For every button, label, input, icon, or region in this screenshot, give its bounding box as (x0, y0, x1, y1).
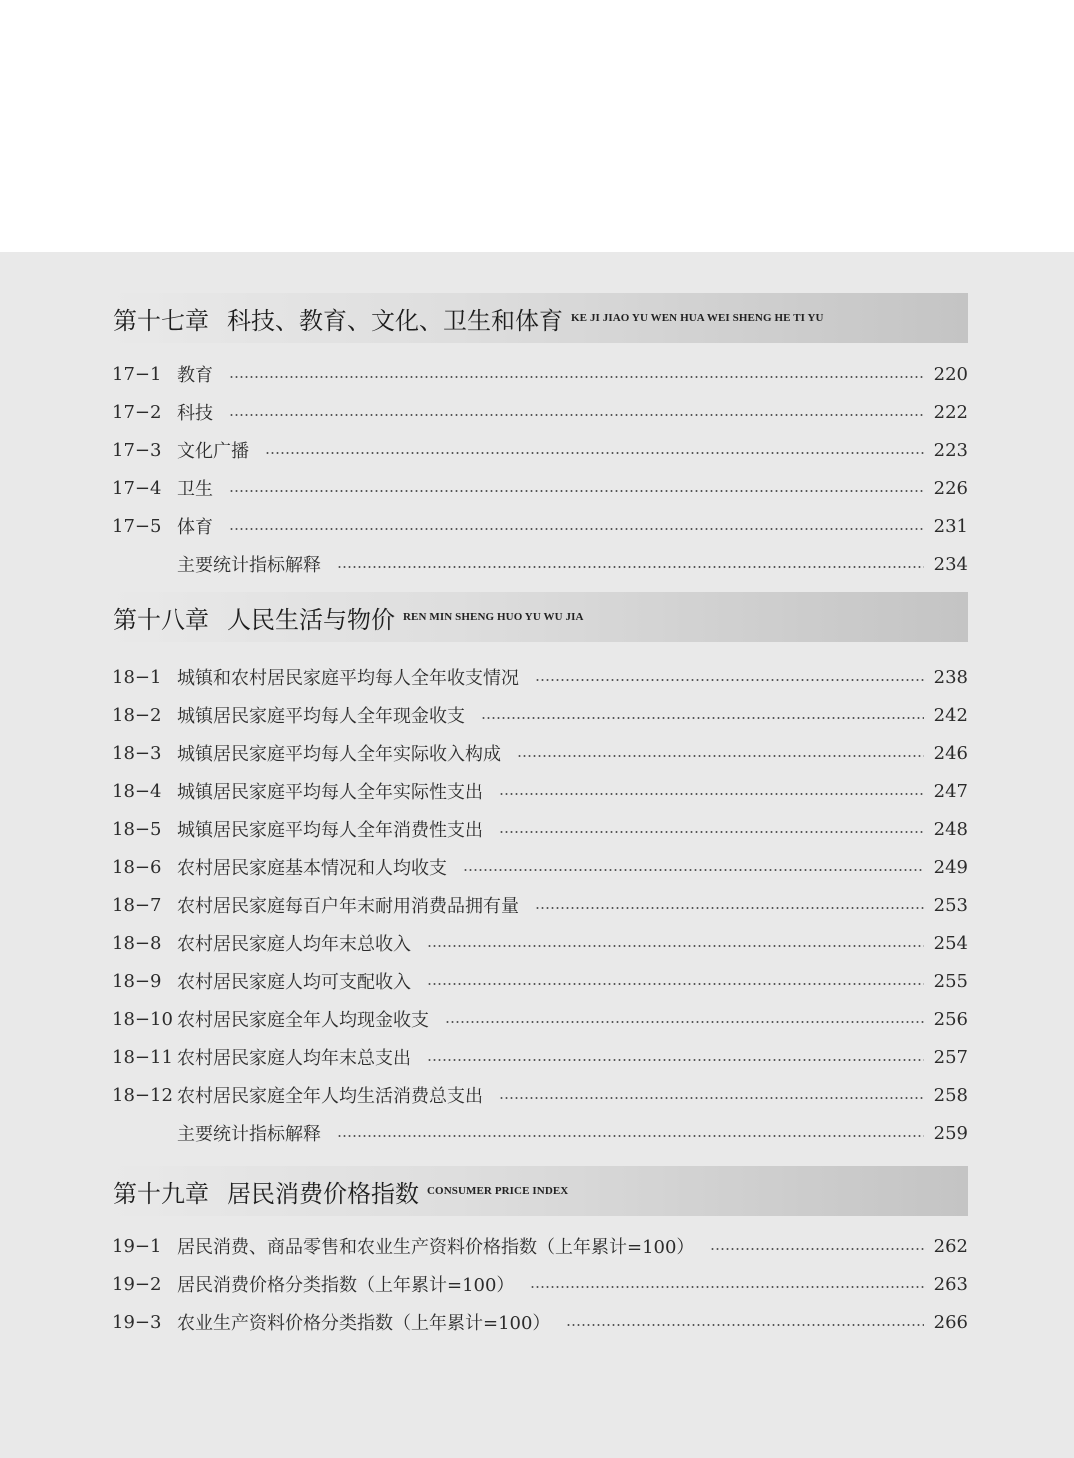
entry-code: 17−3 (112, 439, 162, 461)
toc-entry[interactable] (112, 549, 968, 579)
entry-page: 234 (933, 553, 968, 575)
dot-leader (499, 793, 924, 795)
entry-page: 226 (933, 477, 968, 499)
entry-code: 17−5 (112, 515, 162, 537)
entry-page: 259 (933, 1122, 968, 1144)
entry-page: 220 (933, 363, 968, 385)
entry-code: 18−9 (112, 970, 162, 992)
chapter-number: 第十八章 (113, 605, 209, 634)
dot-leader (337, 566, 924, 568)
dot-leader (337, 1135, 924, 1137)
entry-title: 农村居民家庭人均年末总支出 (177, 1048, 411, 1069)
toc-entry[interactable] (112, 1231, 968, 1261)
entry-title: 农村居民家庭基本情况和人均收支 (177, 858, 447, 879)
entry-title: 文化广播 (177, 441, 249, 462)
entry-code: 17−2 (112, 401, 162, 423)
entry-page: 247 (933, 780, 968, 802)
toc-entry[interactable] (112, 966, 968, 996)
entry-page: 263 (933, 1273, 968, 1295)
toc-entry[interactable] (112, 473, 968, 503)
toc-entry[interactable] (112, 435, 968, 465)
entry-code: 19−2 (112, 1273, 162, 1295)
toc-entry[interactable] (112, 1269, 968, 1299)
dot-leader (481, 717, 924, 719)
toc-entry[interactable] (112, 1118, 968, 1148)
dot-leader (229, 414, 924, 416)
entry-title: 农业生产资料价格分类指数（上年累计=100） (177, 1313, 551, 1334)
dot-leader (427, 945, 924, 947)
toc-entry[interactable] (112, 814, 968, 844)
dot-leader (499, 1097, 924, 1099)
chapter-header-19[interactable] (110, 1166, 968, 1216)
dot-leader (535, 679, 924, 681)
entry-title: 城镇居民家庭平均每人全年实际收入构成 (177, 744, 501, 765)
entry-title: 城镇居民家庭平均每人全年现金收支 (177, 706, 465, 727)
toc-entry[interactable] (112, 1080, 968, 1110)
chapter-title-pinyin: CONSUMER PRICE INDEX (427, 1185, 569, 1197)
entry-code: 18−5 (112, 818, 162, 840)
dot-leader (566, 1324, 924, 1326)
toc-entry[interactable] (112, 738, 968, 768)
chapter-header-18[interactable] (110, 592, 968, 642)
entry-title: 农村居民家庭全年人均现金收支 (177, 1010, 429, 1031)
entry-title: 体育 (177, 517, 213, 538)
entry-page: 223 (933, 439, 968, 461)
entry-page: 262 (933, 1235, 968, 1257)
entry-title: 主要统计指标解释 (177, 555, 321, 576)
toc-entry[interactable] (112, 852, 968, 882)
toc-entry[interactable] (112, 700, 968, 730)
entry-code: 18−2 (112, 704, 162, 726)
entry-page: 231 (933, 515, 968, 537)
entry-title: 农村居民家庭人均年末总收入 (177, 934, 411, 955)
entry-page: 246 (933, 742, 968, 764)
dot-leader (463, 869, 924, 871)
chapter-title-pinyin: KE JI JIAO YU WEN HUA WEI SHENG HE TI YU (571, 312, 824, 324)
chapter-title: 人民生活与物价 (227, 605, 395, 634)
entry-code: 18−10 (112, 1008, 173, 1030)
entry-title: 城镇居民家庭平均每人全年实际性支出 (177, 782, 483, 803)
toc-entry[interactable] (112, 890, 968, 920)
entry-page: 266 (933, 1311, 968, 1333)
entry-page: 256 (933, 1008, 968, 1030)
dot-leader (445, 1021, 924, 1023)
toc-entry[interactable] (112, 928, 968, 958)
dot-leader (530, 1286, 924, 1288)
entry-code: 19−3 (112, 1311, 162, 1333)
entry-code: 18−4 (112, 780, 162, 802)
entry-page: 242 (933, 704, 968, 726)
entry-title: 城镇和农村居民家庭平均每人全年收支情况 (177, 668, 519, 689)
top-blank-area (0, 0, 1074, 252)
toc-entry[interactable] (112, 662, 968, 692)
toc-entry[interactable] (112, 1004, 968, 1034)
chapter-title: 居民消费价格指数 (227, 1179, 419, 1208)
toc-entry[interactable] (112, 397, 968, 427)
entry-page: 249 (933, 856, 968, 878)
entry-code: 17−1 (112, 363, 162, 385)
entry-code: 18−3 (112, 742, 162, 764)
entry-code: 18−8 (112, 932, 162, 954)
entry-title: 城镇居民家庭平均每人全年消费性支出 (177, 820, 483, 841)
dot-leader (427, 983, 924, 985)
dot-leader (427, 1059, 924, 1061)
entry-code: 18−11 (112, 1046, 173, 1068)
toc-entry[interactable] (112, 359, 968, 389)
entry-code: 17−4 (112, 477, 162, 499)
entry-code: 18−6 (112, 856, 162, 878)
dot-leader (535, 907, 924, 909)
dot-leader (265, 452, 924, 454)
dot-leader (229, 528, 924, 530)
entry-title: 主要统计指标解释 (177, 1124, 321, 1145)
entry-page: 222 (933, 401, 968, 423)
entry-code: 18−1 (112, 666, 162, 688)
dot-leader (517, 755, 924, 757)
entry-page: 254 (933, 932, 968, 954)
chapter-title-pinyin: REN MIN SHENG HUO YU WU JIA (403, 611, 584, 623)
entry-title: 教育 (177, 365, 213, 386)
toc-entry[interactable] (112, 511, 968, 541)
entry-title: 农村居民家庭每百户年末耐用消费品拥有量 (177, 896, 519, 917)
entry-title: 科技 (177, 403, 213, 424)
entry-page: 248 (933, 818, 968, 840)
entry-code: 18−7 (112, 894, 162, 916)
toc-entry[interactable] (112, 776, 968, 806)
entry-page: 238 (933, 666, 968, 688)
chapter-number: 第十七章 (113, 306, 209, 335)
entry-page: 258 (933, 1084, 968, 1106)
entry-code: 19−1 (112, 1235, 162, 1257)
toc-entry[interactable] (112, 1307, 968, 1337)
entry-title: 农村居民家庭全年人均生活消费总支出 (177, 1086, 483, 1107)
entry-title: 农村居民家庭人均可支配收入 (177, 972, 411, 993)
entry-code: 18−12 (112, 1084, 173, 1106)
entry-page: 253 (933, 894, 968, 916)
dot-leader (229, 490, 924, 492)
dot-leader (710, 1248, 924, 1250)
entry-title: 居民消费、商品零售和农业生产资料价格指数（上年累计=100） (177, 1237, 695, 1258)
chapter-header-17[interactable] (110, 293, 968, 343)
entry-title: 居民消费价格分类指数（上年累计=100） (177, 1275, 515, 1296)
dot-leader (229, 376, 924, 378)
dot-leader (499, 831, 924, 833)
toc-entry[interactable] (112, 1042, 968, 1072)
entry-page: 257 (933, 1046, 968, 1068)
entry-title: 卫生 (177, 479, 213, 500)
entry-page: 255 (933, 970, 968, 992)
chapter-title: 科技、教育、文化、卫生和体育 (227, 306, 563, 335)
chapter-number: 第十九章 (113, 1179, 209, 1208)
